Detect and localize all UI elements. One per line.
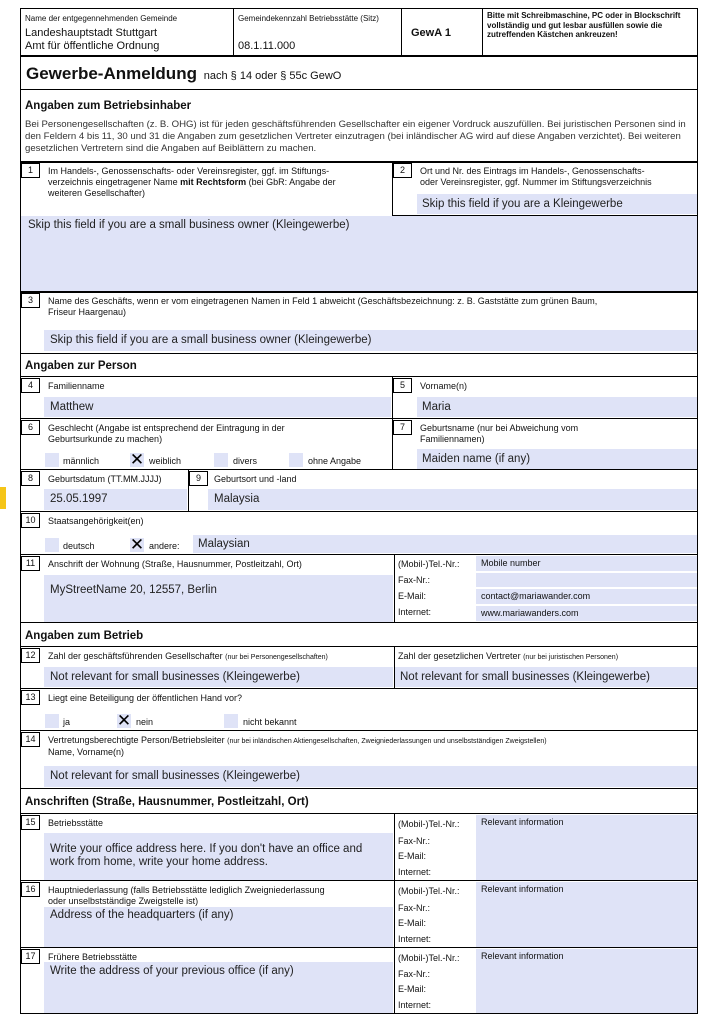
field-11-tel-value: Mobile number (481, 558, 541, 568)
field-17-email-label: E-Mail: (398, 984, 427, 994)
field-6-number: 6 (21, 420, 40, 435)
side-marker (0, 487, 6, 509)
field-8-label: Geburtsdatum (TT.MM.JJJJ) (48, 474, 162, 484)
public-share-unknown-label: nicht bekannt (243, 717, 297, 727)
field-16-web-label: Internet: (398, 934, 432, 944)
code-value: 08.1.11.000 (238, 40, 296, 52)
field-17-value: Write the address of your previous office (if any) (50, 965, 294, 977)
field-12-label-b (398, 651, 618, 663)
business-section-heading: Angaben zum Betrieb (25, 630, 144, 642)
field-13-number: 13 (21, 690, 40, 705)
nationality-other-check-mark: ✕ (129, 535, 145, 554)
field-14-label-a: Vertretungsberechtigte Person/Betriebsleiter (48, 735, 225, 745)
field-11-web-label: Internet: (398, 607, 432, 617)
field-14-value: Not relevant for small businesses (Kleingewerbe) (50, 770, 300, 782)
field-17-label: Frühere Betriebsstätte (48, 952, 138, 962)
field-4-value: Matthew (50, 401, 94, 413)
field-6-label-a: Geschlecht (Angabe ist entsprechend der Eintragung in der (48, 423, 285, 433)
nationality-other-label: andere: (149, 541, 180, 551)
field-8-value: 25.05.1997 (50, 493, 108, 505)
field-6-label (48, 423, 388, 445)
public-share-unknown-checkbox[interactable] (224, 714, 238, 728)
title-main: Gewerbe-Anmeldung (26, 64, 197, 83)
field-7-label (420, 423, 695, 445)
field-15-value: Write your office address here. If you don't have an office and work from home, write your home address. (50, 843, 363, 868)
field-1-value: Skip this field if you are a small business owner (Kleingewerbe) (28, 219, 350, 231)
field-5-label: Vorname(n) (420, 381, 468, 391)
field-15-email-label: E-Mail: (398, 851, 427, 861)
field-11-web-value: www.mariawanders.com (481, 608, 579, 618)
gender-none-checkbox[interactable] (289, 453, 303, 467)
field-17-tel-value: Relevant information (481, 951, 564, 961)
field-14-number: 14 (21, 732, 40, 747)
field-11-fax-label: Fax-Nr.: (398, 575, 431, 585)
field-11-label: Anschrift der Wohnung (Straße, Hausnummer, Postleitzahl, Ort) (48, 559, 302, 569)
field-9-label: Geburtsort und -land (214, 474, 297, 484)
field-3-label-a: Name des Geschäfts, wenn er vom eingetragenen Namen in Feld 1 abweicht (Geschäftsbezeichnung: z. B. Gaststätte zum grünen Baum, (48, 296, 598, 306)
field-16-email-label: E-Mail: (398, 918, 427, 928)
gender-male-checkbox[interactable] (45, 453, 59, 467)
field-12-label-a-note: (nur bei Personengesellschaften) (225, 654, 328, 661)
field-4-number: 4 (21, 378, 40, 393)
field-10-value: Malaysian (198, 538, 250, 550)
field-2-label-a: Ort und Nr. des Eintrags im Handels-, Genossenschafts- (420, 166, 645, 176)
field-10-label: Staatsangehörigkeit(en) (48, 516, 144, 526)
field-1-label-bold: mit Rechtsform (180, 177, 247, 187)
field-4-label: Familienname (48, 381, 105, 391)
address-section-heading: Anschriften (Straße, Hausnummer, Postleitzahl, Ort) (25, 796, 309, 808)
gender-none-label: ohne Angabe (308, 456, 362, 466)
field-16-tel-value: Relevant information (481, 884, 564, 894)
field-14-label-line1 (48, 735, 693, 747)
field-1-label-a: Im Handels-, Genossenschafts- oder Vereinsregister, ggf. im Stiftungs- (48, 166, 330, 176)
field-17-fax-label: Fax-Nr.: (398, 969, 431, 979)
field-17-web-label: Internet: (398, 1000, 432, 1010)
field-15-fax-label: Fax-Nr.: (398, 836, 431, 846)
public-share-yes-label: ja (63, 717, 71, 727)
field-12-label-b-text: Zahl der gesetzlichen Vertreter (398, 651, 521, 661)
field-12-label-b-note: (nur bei juristischen Personen) (523, 654, 619, 661)
form-id: GewA 1 (411, 27, 451, 39)
field-3-value: Skip this field if you are a small business owner (Kleingewerbe) (50, 334, 372, 346)
public-share-no-check-mark: ✕ (116, 711, 132, 730)
field-16-label-a: Hauptniederlassung (falls Betriebsstätte lediglich Zweigniederlassung (48, 885, 325, 895)
field-1-label-b-text: verzeichnis eingetragener Name (48, 177, 178, 187)
field-5-number: 5 (393, 378, 412, 393)
public-share-no-label: nein (136, 717, 154, 727)
field-16-label (48, 885, 390, 907)
field-1-label-b (48, 177, 388, 188)
page-title (26, 64, 341, 84)
field-16-value: Address of the headquarters (if any) (50, 909, 234, 921)
field-11-value: MyStreetName 20, 12557, Berlin (50, 584, 217, 596)
field-2-label (420, 166, 695, 188)
municipality-label: Name der entgegennehmenden Gemeinde (25, 14, 178, 23)
field-16-label-b: oder unselbstständige Zweigstelle ist) (48, 896, 199, 906)
gender-diverse-checkbox[interactable] (214, 453, 228, 467)
field-14-label-b: Name, Vorname(n) (48, 747, 125, 757)
field-5-value: Maria (422, 401, 451, 413)
field-12-label-a-text: Zahl der geschäftsführenden Gesellschafter (48, 651, 223, 661)
field-1-number: 1 (21, 163, 40, 178)
field-2-label-b: oder Vereinsregister, ggf. Nummer im Stiftungsverzeichnis (420, 177, 652, 187)
field-16-number: 16 (21, 882, 40, 897)
gender-female-check-mark: ✕ (129, 450, 145, 469)
field-16-fax-label: Fax-Nr.: (398, 903, 431, 913)
public-share-yes-checkbox[interactable] (45, 714, 59, 728)
field-9-value: Malaysia (214, 493, 260, 505)
field-1-label-c: (bei GbR: Angabe der (248, 177, 336, 187)
field-3-number: 3 (21, 293, 40, 308)
field-5-input[interactable] (417, 397, 697, 417)
field-16-tel-label: (Mobil-)Tel.-Nr.: (398, 886, 460, 896)
instruction-text: Bitte mit Schreibmaschine, PC oder in Blockschrift vollständig und gut lesbar ausfüllen sowie die zutreffenden Kästchen ankreuzen! (487, 11, 681, 39)
field-14-label (48, 735, 693, 758)
field-11-fax-input[interactable] (476, 573, 697, 587)
field-11-tel-label: (Mobil-)Tel.-Nr.: (398, 559, 460, 569)
field-7-value: Maiden name (if any) (422, 453, 531, 465)
owner-section-intro: Bei Personengesellschaften (z. B. OHG) ist für jeden geschäftsführenden Gesellschafter ein eigener Vordruck auszufüllen. Bei juristischen Personen sind in den Feldern 4 bis 11, 30 und 31 die Angaben zum gesetzlichen Vertreter einzutragen (bei inländischer AG wird auf diese Angaben verzichtet). Bei weiteren gesetzlichen Vertretern sind die Angaben auf Beiblättern zu machen. (25, 119, 686, 154)
field-12-number: 12 (21, 648, 40, 663)
field-9-number: 9 (189, 471, 208, 486)
field-2-number: 2 (393, 163, 412, 178)
field-2-value: Skip this field if you are a Kleingewerbe (422, 198, 623, 210)
gender-diverse-label: divers (233, 456, 258, 466)
municipality-line2: Amt für öffentliche Ordnung (25, 40, 160, 52)
field-7-label-a: Geburtsname (nur bei Abweichung vom (420, 423, 579, 433)
field-1-label (48, 166, 388, 199)
field-10-input[interactable] (193, 535, 697, 553)
title-sub: nach § 14 oder § 55c GewO (203, 70, 342, 82)
gender-male-label: männlich (63, 456, 100, 466)
field-3-label (48, 296, 693, 318)
field-15-number: 15 (21, 815, 40, 830)
person-section-heading: Angaben zur Person (25, 360, 137, 372)
field-7-number: 7 (393, 420, 412, 435)
field-8-number: 8 (21, 471, 40, 486)
field-1-label-d: weiteren Gesellschafter) (48, 188, 146, 198)
field-10-number: 10 (21, 513, 40, 528)
field-4-input[interactable] (44, 397, 391, 417)
field-14-label-note: (nur bei inländischen Aktiengesellschaften, Zweigniederlassungen und unselbstständigen Zweigstellen) (227, 738, 547, 745)
field-15-tel-value: Relevant information (481, 817, 564, 827)
field-15-tel-label: (Mobil-)Tel.-Nr.: (398, 819, 460, 829)
field-9-input[interactable] (208, 489, 697, 510)
owner-section-heading: Angaben zum Betriebsinhaber (25, 100, 192, 112)
field-12-label-a (48, 651, 328, 663)
gender-female-label: weiblich (149, 456, 182, 466)
field-11-number: 11 (21, 556, 40, 571)
field-17-number: 17 (21, 949, 40, 964)
field-11-email-label: E-Mail: (398, 591, 427, 601)
nationality-german-label: deutsch (63, 541, 95, 551)
nationality-german-checkbox[interactable] (45, 538, 59, 552)
field-12-value-b: Not relevant for small businesses (Kleingewerbe) (400, 671, 650, 683)
code-label: Gemeindekennzahl Betriebsstätte (Sitz) (238, 14, 379, 23)
field-15-label: Betriebsstätte (48, 818, 104, 828)
field-13-label: Liegt eine Beteiligung der öffentlichen Hand vor? (48, 693, 242, 703)
field-15-web-label: Internet: (398, 867, 432, 877)
municipality-line1: Landeshauptstadt Stuttgart (25, 27, 158, 39)
field-6-label-b: Geburtsurkunde zu machen) (48, 434, 163, 444)
field-7-label-b: Familiennamen) (420, 434, 485, 444)
field-12-value-a: Not relevant for small businesses (Kleingewerbe) (50, 671, 300, 683)
field-11-email-value: contact@mariawander.com (481, 591, 591, 601)
field-3-label-b: Friseur Haargenau) (48, 307, 127, 317)
field-17-tel-label: (Mobil-)Tel.-Nr.: (398, 953, 460, 963)
